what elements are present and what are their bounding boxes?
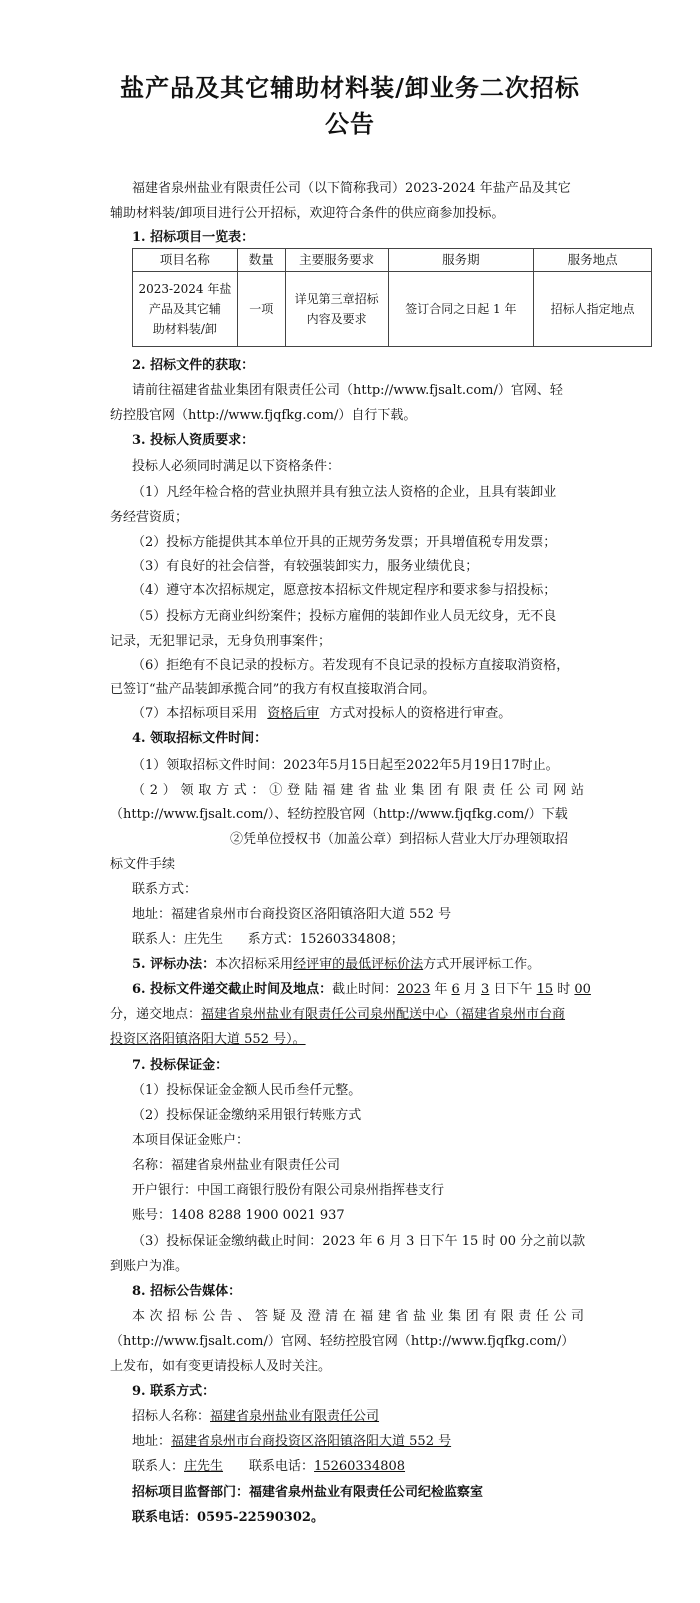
condition-6-line-2: 已签订“盐产品装卸承揽合同”的我方有权直接取消合同。 bbox=[110, 682, 436, 697]
condition-6-line-1: （6）拒绝有不良记录的投标方。若发现有不良记录的投标方直接取消资格， bbox=[132, 658, 570, 673]
deadline-minute: 00 bbox=[574, 982, 591, 997]
section-6-heading: 6. 投标文件递交截止时间及地点： bbox=[132, 982, 333, 997]
deposit-amount: （1）投标保证金金额人民币叁仟元整。 bbox=[132, 1083, 362, 1098]
collect-time: （1）领取招标文件时间：2023年5月15日起至2022年5月19日17时止。 bbox=[132, 758, 559, 773]
section-6-line-2 bbox=[110, 1006, 565, 1024]
cell-requirements bbox=[285, 272, 388, 347]
account-number: 账号：1408 8288 1900 0021 937 bbox=[132, 1208, 345, 1223]
condition-1-line-1: （1）凡经年检合格的营业执照并具有独立法人资格的企业，且具有装卸业 bbox=[132, 485, 557, 500]
table-row bbox=[133, 272, 652, 347]
evaluation-method: 经评审的最低评标价法 bbox=[293, 957, 424, 972]
review-method: 资格后审 bbox=[267, 706, 320, 721]
section-3-intro: 投标人必须同时满足以下资格条件： bbox=[132, 459, 341, 474]
cell-line: 助材料装/卸 bbox=[152, 322, 217, 336]
contact-person: 联系人：庄先生 系方式：15260334808； bbox=[132, 932, 404, 947]
col-header-qty: 数量 bbox=[237, 249, 285, 272]
deposit-account-label: 本项目保证金账户： bbox=[132, 1133, 250, 1148]
col-header-place: 服务地点 bbox=[534, 249, 652, 272]
collect-method-line-4: 标文件手续 bbox=[110, 857, 176, 872]
deposit-method: （2）投标保证金缴纳采用银行转账方式 bbox=[132, 1108, 362, 1123]
deadline-label: 截止时间： bbox=[332, 982, 398, 997]
col-header-req: 主要服务要求 bbox=[285, 249, 388, 272]
deadline-text: 月 bbox=[459, 982, 482, 997]
section-4-heading: 4. 领取招标文件时间： bbox=[132, 731, 268, 746]
supervision-phone: 联系电话：0595-22590302。 bbox=[132, 1510, 324, 1525]
section-6-line-3: 投资区洛阳镇洛阳大道 552 号）。 bbox=[110, 1032, 306, 1047]
section-2-line-1: 请前往福建省盐业集团有限责任公司（http://www.fjsalt.com/）官网、轻 bbox=[132, 383, 563, 398]
cell-line: 内容及要求 bbox=[306, 312, 367, 326]
person-label: 联系人： bbox=[132, 1459, 185, 1474]
condition-4: （4）遵守本次招标规定，愿意按本招标文件规定程序和要求参与招投标； bbox=[132, 583, 557, 598]
supervision-value: 福建省泉州盐业有限责任公司纪检监察室 bbox=[249, 1485, 484, 1500]
section-8-heading: 8. 招标公告媒体： bbox=[132, 1284, 242, 1299]
tenderer-contact bbox=[132, 1458, 405, 1476]
intro-line-1: 福建省泉州盐业有限责任公司（以下简称我司）2023-2024 年盐产品及其它 bbox=[132, 181, 571, 196]
section-6-line-1 bbox=[132, 981, 591, 999]
phone-label: 联系电话： bbox=[249, 1459, 315, 1474]
cell-qty: 一项 bbox=[237, 272, 285, 347]
col-header-name: 项目名称 bbox=[133, 249, 238, 272]
phone-value: 15260334808 bbox=[314, 1459, 406, 1474]
cell-line: 详见第三章招标 bbox=[294, 292, 379, 306]
table-header-row bbox=[133, 249, 652, 272]
notice-title-line2: 公告 bbox=[325, 109, 375, 138]
collect-method-line-1: （2）领取方式：①登陆福建省盐业集团有限责任公司网站 bbox=[132, 783, 584, 798]
collect-method-line-2: （http://www.fjsalt.com/）、轻纺控股官网（http://www.fjqfkg.com/）下载 bbox=[110, 807, 568, 822]
condition-2: （2）投标方能提供其本单位开具的正规劳务发票；开具增值税专用发票； bbox=[132, 535, 557, 550]
address-label: 地址： bbox=[132, 1434, 172, 1449]
account-bank: 开户银行：中国工商银行股份有限公司泉州指挥巷支行 bbox=[132, 1183, 445, 1198]
submit-place-label: 分，递交地点： bbox=[110, 1007, 202, 1022]
cell-period: 签订合同之日起 1 年 bbox=[388, 272, 534, 347]
tenderer-address bbox=[132, 1433, 451, 1451]
condition-1-line-2: 务经营资质； bbox=[110, 510, 189, 525]
condition-7 bbox=[132, 705, 511, 723]
section-9-heading: 9. 联系方式： bbox=[132, 1384, 216, 1399]
person-value: 庄先生 bbox=[184, 1459, 224, 1474]
cell-line: 2023-2024 年盐 bbox=[138, 282, 232, 296]
deposit-deadline-line-2: 到账户为准。 bbox=[110, 1259, 189, 1274]
condition-7-text-a: （7）本招标项目采用 bbox=[132, 706, 258, 721]
section-5-heading: 5. 评标办法： bbox=[132, 957, 216, 972]
condition-3: （3）有良好的社会信誉，有较强装卸实力，服务业绩优良； bbox=[132, 559, 479, 574]
deadline-hour: 15 bbox=[536, 982, 554, 997]
deadline-text: 日下午 bbox=[489, 982, 537, 997]
address-value: 福建省泉州市台商投资区洛阳镇洛阳大道 552 号 bbox=[171, 1434, 452, 1449]
section-3-heading: 3. 投标人资质要求： bbox=[132, 433, 255, 448]
cell-place: 招标人指定地点 bbox=[534, 272, 652, 347]
supervision-dept bbox=[132, 1484, 483, 1502]
supervision-label: 招标项目监督部门： bbox=[132, 1485, 250, 1500]
section-1-heading: 1. 招标项目一览表： bbox=[132, 230, 255, 245]
condition-7-text-c: 方式对投标人的资格进行审查。 bbox=[329, 706, 512, 721]
contact-label: 联系方式： bbox=[132, 882, 198, 897]
deposit-deadline-line-1: （3）投标保证金缴纳截止时间：2023 年 6 月 3 日下午 15 时 00 分之前以款 bbox=[132, 1234, 586, 1249]
section-2-heading: 2. 招标文件的获取： bbox=[132, 358, 255, 373]
deadline-month: 6 bbox=[451, 982, 460, 997]
section-5-text-a: 本次招标采用 bbox=[215, 957, 294, 972]
account-name: 名称：福建省泉州盐业有限责任公司 bbox=[132, 1158, 341, 1173]
media-line-2: （http://www.fjsalt.com/）官网、轻纺控股官网（http://www.fjqfkg.com/） bbox=[110, 1334, 575, 1349]
deadline-text: 年 bbox=[430, 982, 452, 997]
tenderer-label: 招标人名称： bbox=[132, 1409, 211, 1424]
media-line-1: 本次招标公告、答疑及澄清在福建省盐业集团有限责任公司 bbox=[132, 1309, 584, 1324]
cell-project-name bbox=[133, 272, 238, 347]
tenderer-value: 福建省泉州盐业有限责任公司 bbox=[210, 1409, 380, 1424]
section-5 bbox=[132, 956, 540, 974]
col-header-period: 服务期 bbox=[388, 249, 534, 272]
tenderer-name bbox=[132, 1408, 379, 1426]
cell-line: 产品及其它辅 bbox=[148, 302, 221, 316]
collect-method-line-3: ②凭单位授权书（加盖公章）到招标人营业大厅办理领取招 bbox=[230, 832, 569, 847]
notice-title: 盐产品及其它辅助材料装/卸业务二次招标 bbox=[120, 73, 580, 102]
condition-5-line-1: （5）投标方无商业纠纷案件；投标方雇佣的装卸作业人员无纹身，无不良 bbox=[132, 609, 557, 624]
deadline-day: 3 bbox=[481, 982, 490, 997]
bidding-items-table bbox=[132, 248, 652, 347]
media-line-3: 上发布，如有变更请投标人及时关注。 bbox=[110, 1359, 332, 1374]
section-2-line-2: 纺控股官网（http://www.fjqfkg.com/）自行下载。 bbox=[110, 408, 417, 423]
section-5-text-c: 方式开展评标工作。 bbox=[423, 957, 541, 972]
intro-line-2: 辅助材料装/卸项目进行公开招标，欢迎符合条件的供应商参加投标。 bbox=[110, 206, 505, 221]
submit-place: 福建省泉州盐业有限责任公司泉州配送中心（福建省泉州市台商 bbox=[201, 1007, 566, 1022]
deadline-year: 2023 bbox=[397, 982, 431, 997]
condition-5-line-2: 记录，无犯罪记录，无身负刑事案件； bbox=[110, 634, 332, 649]
section-7-heading: 7. 投标保证金： bbox=[132, 1058, 229, 1073]
contact-address: 地址：福建省泉州市台商投资区洛阳镇洛阳大道 552 号 bbox=[132, 907, 452, 922]
deadline-text: 时 bbox=[553, 982, 575, 997]
